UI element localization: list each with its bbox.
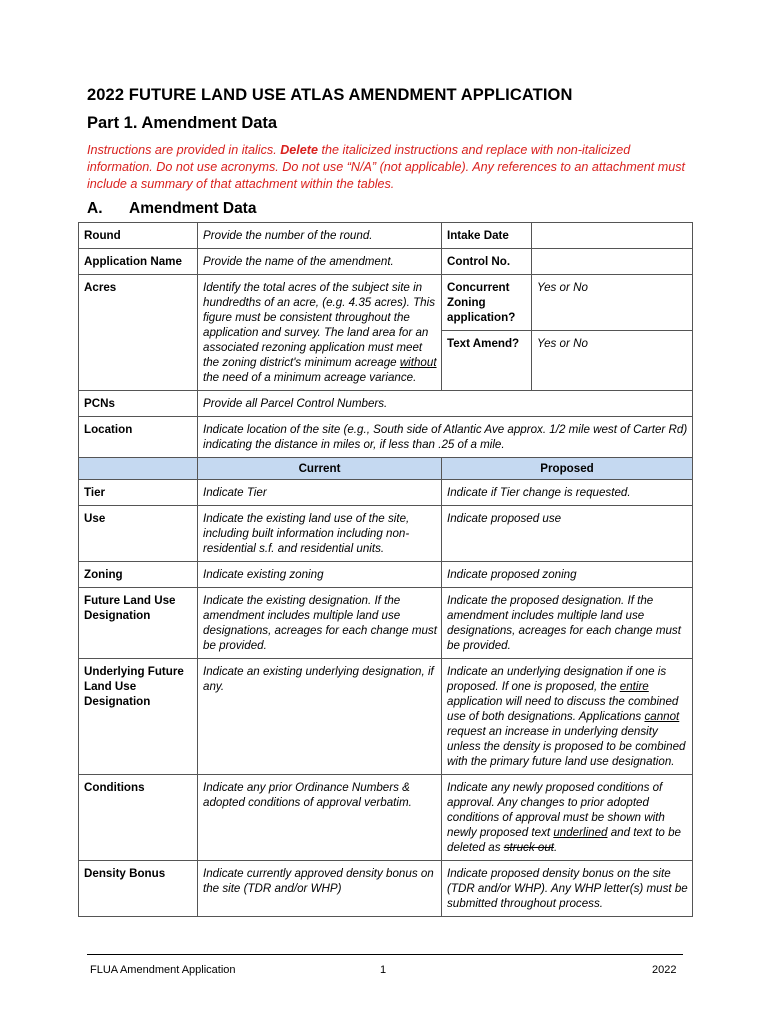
pcns-label: PCNs [79,391,198,417]
table-row-location [79,417,693,458]
table-row-acres [79,275,693,331]
application-name-label: Application Name [79,249,198,275]
header-proposed: Proposed [442,458,693,480]
table-row-application-name [79,249,693,275]
conditions-current[interactable]: Indicate any prior Ordinance Numbers & adopted conditions of approval verbatim. [198,775,442,861]
table-row-round [79,223,693,249]
underlying-flu-label: Underlying Future Land Use Designation [79,659,198,775]
underlying-flu-proposed[interactable]: Indicate an underlying designation if one is proposed. If one is proposed, the entire application will need to discuss the combined use of both designations. Applications cannot request an increase in underlying density unless the density is proposed to be combined with the primary future land use designation. [442,659,693,775]
section-letter: A. [87,200,103,217]
use-current[interactable]: Indicate the existing land use of the site, including built information including non-residential s.f. and residential units. [198,506,442,562]
acres-value[interactable]: Identify the total acres of the subject site in hundredths of an acre, (e.g. 4.35 acres). This figure must be consistent throughout the application and survey. The land area for an associated rezoning application must meet the zoning district's minimum acreage without the need of a minimum acreage variance. [198,275,442,391]
part-title: Part 1. Amendment Data [87,114,278,132]
section-heading [87,200,256,218]
intake-date-value[interactable] [532,223,693,249]
flu-designation-current[interactable]: Indicate the existing designation. If the amendment includes multiple land use designations, acreages for each change must be provided. [198,588,442,659]
footer-year: 2022 [652,964,677,976]
round-label: Round [79,223,198,249]
use-proposed[interactable]: Indicate proposed use [442,506,693,562]
control-no-label: Control No. [442,249,532,275]
text-amend-value[interactable]: Yes or No [532,331,693,391]
pcns-value[interactable]: Provide all Parcel Control Numbers. [198,391,693,417]
application-name-value[interactable]: Provide the name of the amendment. [198,249,442,275]
table-row-flu-designation [79,588,693,659]
footer-divider [87,954,683,955]
table-row-pcns [79,391,693,417]
instructions-text: Instructions are provided in italics. Delete the italicized instructions and replace with non-italicized information. Do not use acronyms. Do not use “N/A” (not applicable). Any references to an attachment must include a summary of that attachment within the tables. [87,143,686,191]
acres-label: Acres [79,275,198,391]
density-bonus-proposed[interactable]: Indicate proposed density bonus on the site (TDR and/or WHP). Any WHP letter(s) must be submitted throughout process. [442,861,693,917]
density-bonus-label: Density Bonus [79,861,198,917]
table-row-density-bonus [79,861,693,917]
tier-current[interactable]: Indicate Tier [198,480,442,506]
document-title: 2022 FUTURE LAND USE ATLAS AMENDMENT APPLICATION [87,86,573,104]
delete-keyword: Delete [280,143,319,157]
density-bonus-current[interactable]: Indicate currently approved density bonus on the site (TDR and/or WHP) [198,861,442,917]
concurrent-zoning-value[interactable]: Yes or No [532,275,693,331]
tier-proposed[interactable]: Indicate if Tier change is requested. [442,480,693,506]
text-amend-label: Text Amend? [442,331,532,391]
conditions-label: Conditions [79,775,198,861]
flu-designation-label: Future Land Use Designation [79,588,198,659]
zoning-proposed[interactable]: Indicate proposed zoning [442,562,693,588]
location-label: Location [79,417,198,458]
table-row-underlying-flu [79,659,693,775]
footer-page-number: 1 [380,964,387,976]
underlying-flu-current[interactable]: Indicate an existing underlying designation, if any. [198,659,442,775]
header-current: Current [198,458,442,480]
conditions-proposed[interactable]: Indicate any newly proposed conditions of approval. Any changes to prior adopted conditions of approval must be shown with newly proposed text underlined and text to be deleted as struck out. [442,775,693,861]
table-row-zoning [79,562,693,588]
use-label: Use [79,506,198,562]
footer-doc-name: FLUA Amendment Application [90,964,236,976]
location-value[interactable]: Indicate location of the site (e.g., South side of Atlantic Ave approx. 1/2 mile west of Carter Rd) indicating the distance in miles or, if less than .25 of a mile. [198,417,693,458]
table-row-tier [79,480,693,506]
table-header-row [79,458,693,480]
concurrent-zoning-label: Concurrent Zoning application? [442,275,532,331]
tier-label: Tier [79,480,198,506]
table-row-conditions [79,775,693,861]
round-value[interactable]: Provide the number of the round. [198,223,442,249]
control-no-value[interactable] [532,249,693,275]
table-row-use [79,506,693,562]
flu-designation-proposed[interactable]: Indicate the proposed designation. If the amendment includes multiple land use designations, acreages for each change must be provided. [442,588,693,659]
zoning-current[interactable]: Indicate existing zoning [198,562,442,588]
amendment-data-table [78,222,693,917]
intake-date-label: Intake Date [442,223,532,249]
section-title: Amendment Data [129,200,257,217]
zoning-label: Zoning [79,562,198,588]
header-blank [79,458,198,480]
